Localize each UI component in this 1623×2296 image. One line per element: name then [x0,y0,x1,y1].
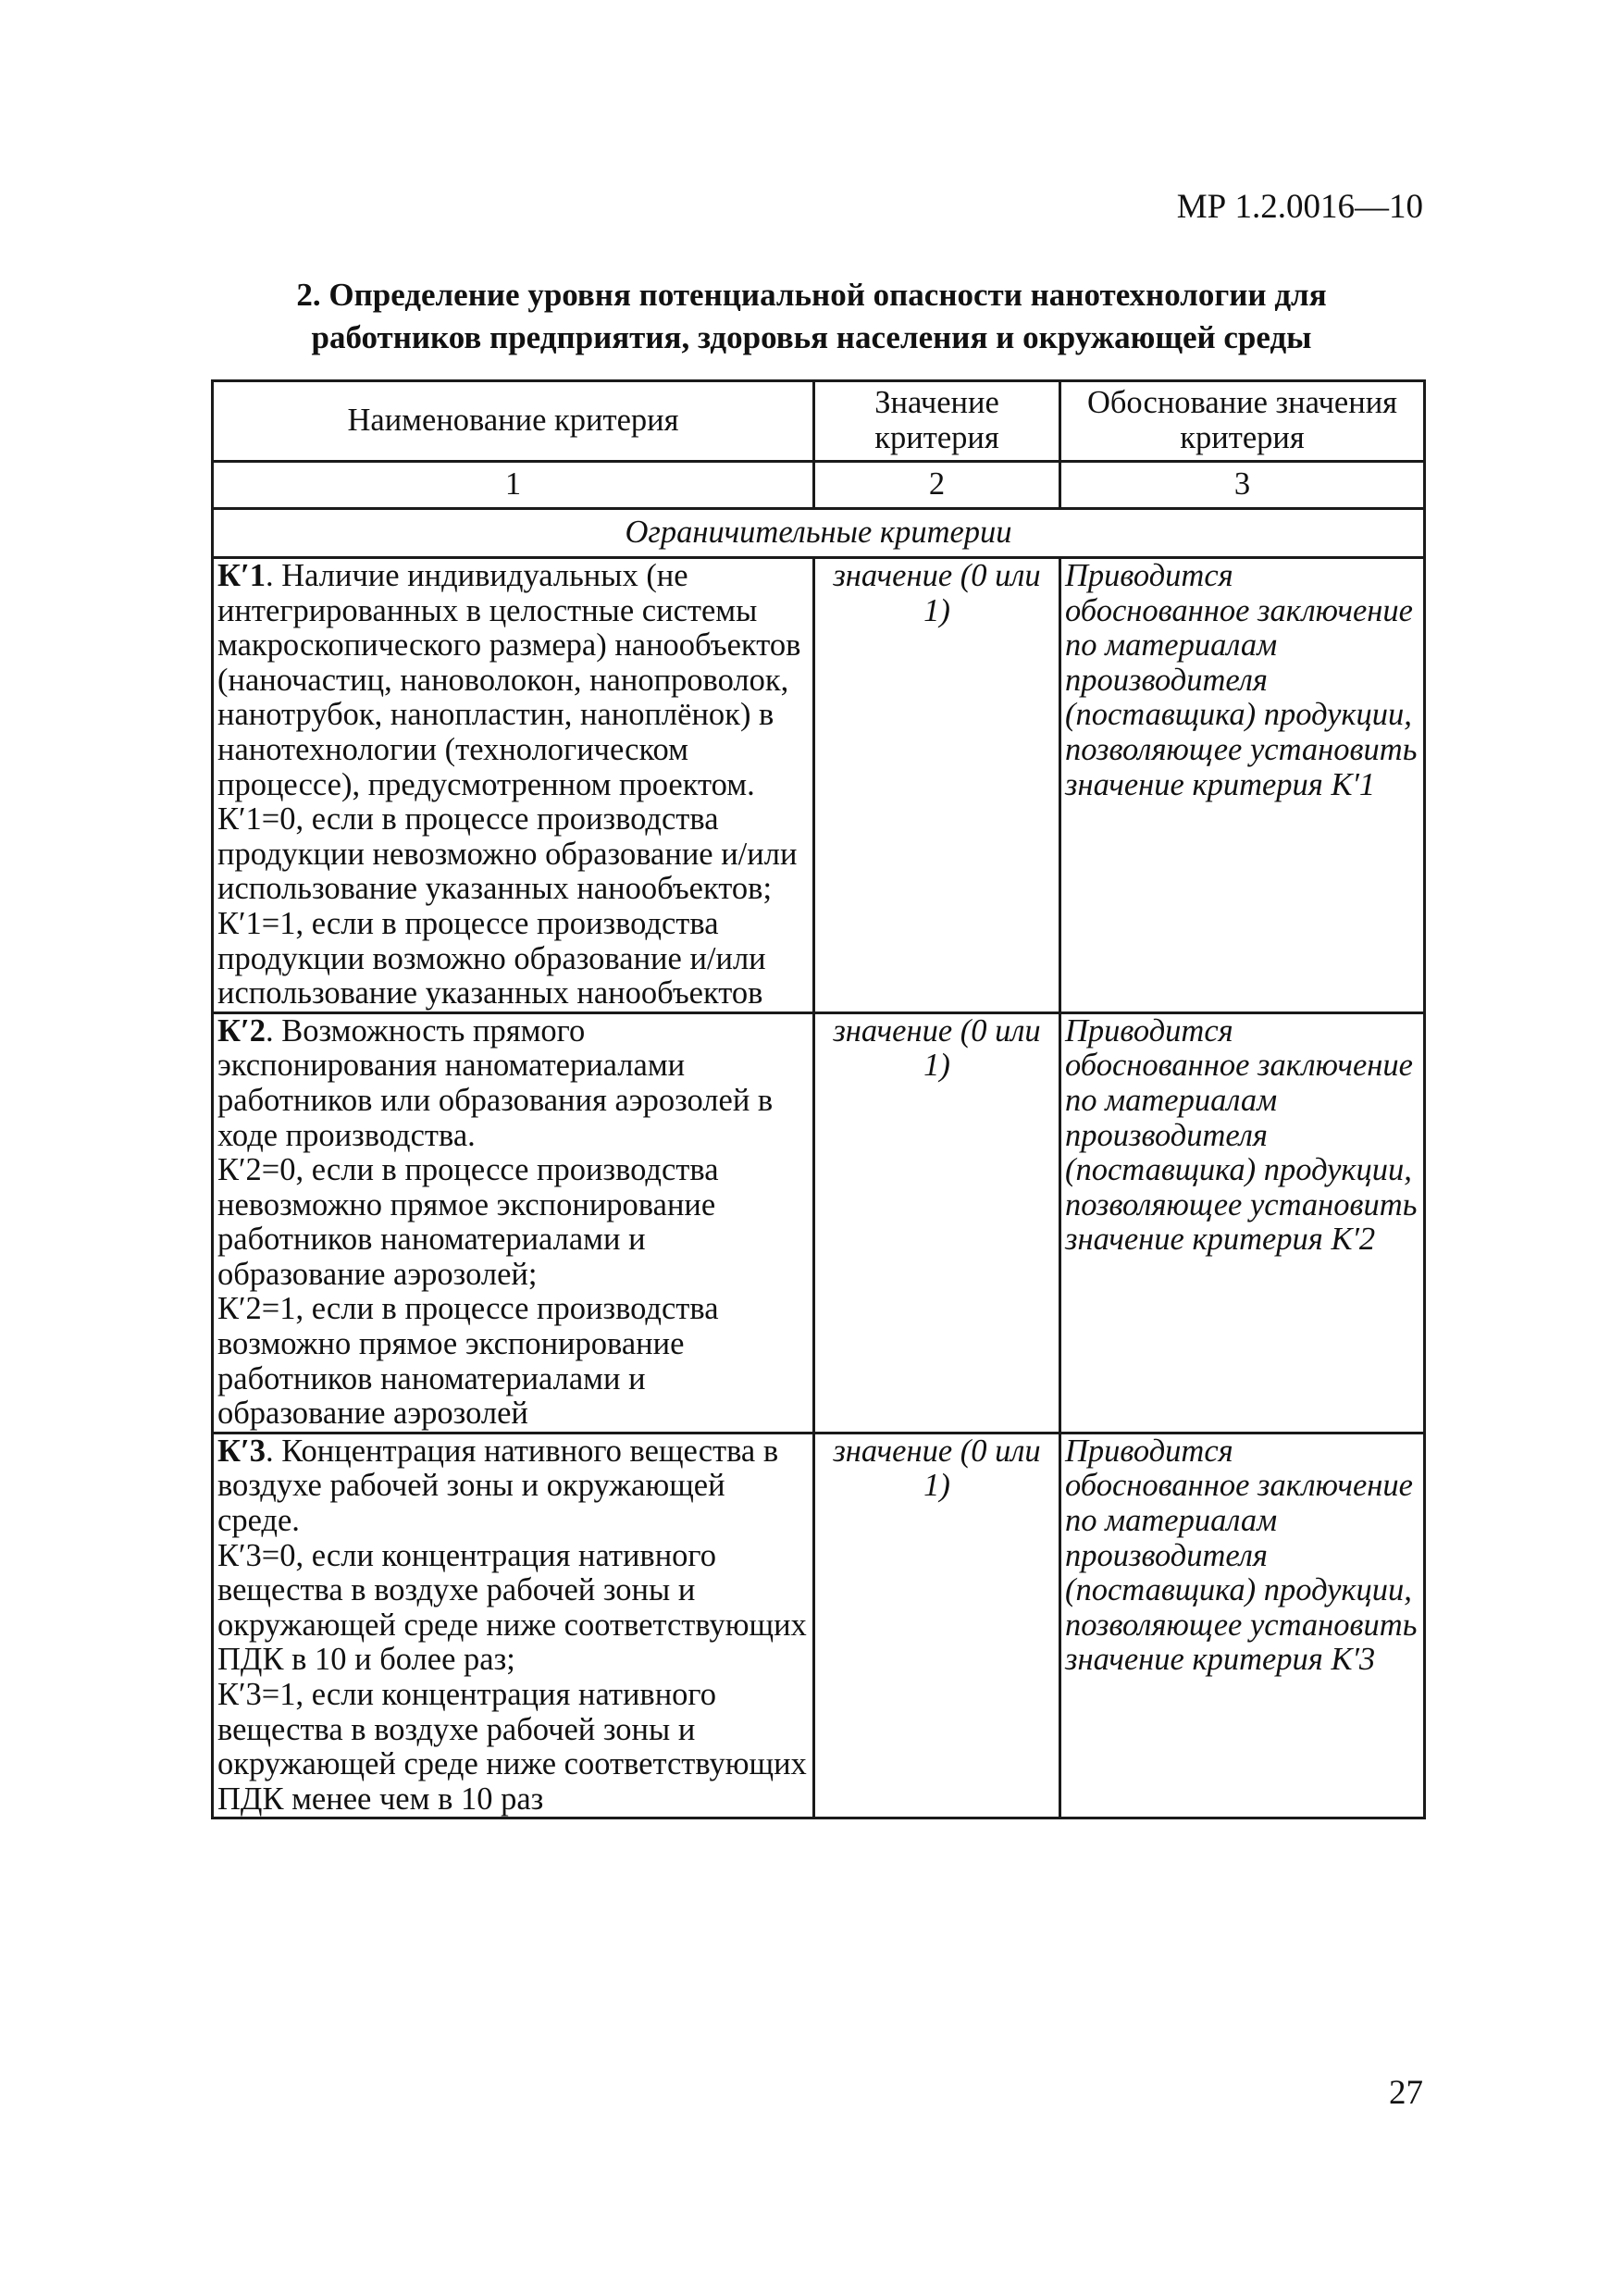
criterion-basis-cell: Приводится обоснованное заключение по материалам производителя (поставщика) продукции, позволяющее установить значение критерия К′1 [1060,558,1425,1013]
criterion-condition-zero: К′3=0, если концентрация нативного вещества в воздухе рабочей зоны и окружающей среде ниже соответствующих ПДК в 10 и более раз; [217,1537,807,1678]
criterion-name-cell [213,558,814,1013]
document-code: МР 1.2.0016—10 [1176,188,1423,226]
column-number: 1 [213,462,814,509]
column-number: 2 [814,462,1060,509]
criterion-name-cell [213,1012,814,1433]
criterion-condition-one: К′3=1, если концентрация нативного вещества в воздухе рабочей зоны и окружающей среде ниже соответствующих ПДК менее чем в 10 раз [217,1677,807,1817]
table-header-row [213,381,1425,462]
criterion-name-cell [213,1433,814,1818]
criteria-table [211,379,1426,1819]
page-number: 27 [1389,2074,1423,2112]
section-title-line-2: работников предприятия, здоровья населения и окружающей среды [311,319,1312,355]
criterion-basis-cell: Приводится обоснованное заключение по материалам производителя (поставщика) продукции, позволяющее установить значение критерия К′2 [1060,1012,1425,1433]
section-title [211,274,1412,359]
criterion-code: К′2 [217,1012,266,1049]
criterion-description-text: . Возможность прямого экспонирования наноматериалами работников или образования аэрозолей в ходе производства. [217,1012,774,1153]
criterion-description [217,1014,809,1153]
section-title-line-1: 2. Определение уровня потенциальной опасности нанотехнологии для [296,277,1327,313]
column-number: 3 [1060,462,1425,509]
group-label: Ограничительные критерии [213,509,1425,558]
criterion-basis-cell: Приводится обоснованное заключение по материалам производителя (поставщика) продукции, позволяющее установить значение критерия К′3 [1060,1433,1425,1818]
criterion-description-text: . Наличие индивидуальных (не интегрированных в целостные системы макроскопического размера) нанообъектов (наночастиц, нановолокон, нанопроволок, нанотрубок, нанопластин, наноплёнок) в нанотехнологии (технологическом процессе), предусмотренном проектом. [217,558,801,802]
table-row [213,558,1425,1013]
criterion-condition-zero: К′2=0, если в процессе производства невозможно прямое экспонирование работников наноматериалами и образование аэрозолей; [217,1152,719,1292]
criterion-value-cell: значение (0 или 1) [814,1433,1060,1818]
column-number-row [213,462,1425,509]
column-header-value-basis: Обоснование значения критерия [1060,381,1425,462]
table-row [213,1012,1425,1433]
criterion-condition-zero: К′1=0, если в процессе производства продукции невозможно образование и/или использование указанных нанообъектов; [217,801,798,907]
criterion-condition-one: К′1=1, если в процессе производства продукции возможно образование и/или использование указанных нанообъектов [217,905,766,1011]
criterion-value-cell: значение (0 или 1) [814,1012,1060,1433]
criterion-description [217,559,809,802]
criterion-description [217,1434,809,1539]
criterion-code: К′3 [217,1433,266,1469]
criterion-description-text: . Концентрация нативного вещества в воздухе рабочей зоны и окружающей среде. [217,1433,779,1539]
column-header-criterion-name: Наименование критерия [213,381,814,462]
table-row [213,1433,1425,1818]
criterion-condition-one: К′2=1, если в процессе производства возможно прямое экспонирование работников наноматериалами и образование аэрозолей [217,1291,719,1432]
criterion-value-cell: значение (0 или 1) [814,558,1060,1013]
group-row [213,509,1425,558]
criterion-code: К′1 [217,558,266,593]
column-header-criterion-value: Значение критерия [814,381,1060,462]
